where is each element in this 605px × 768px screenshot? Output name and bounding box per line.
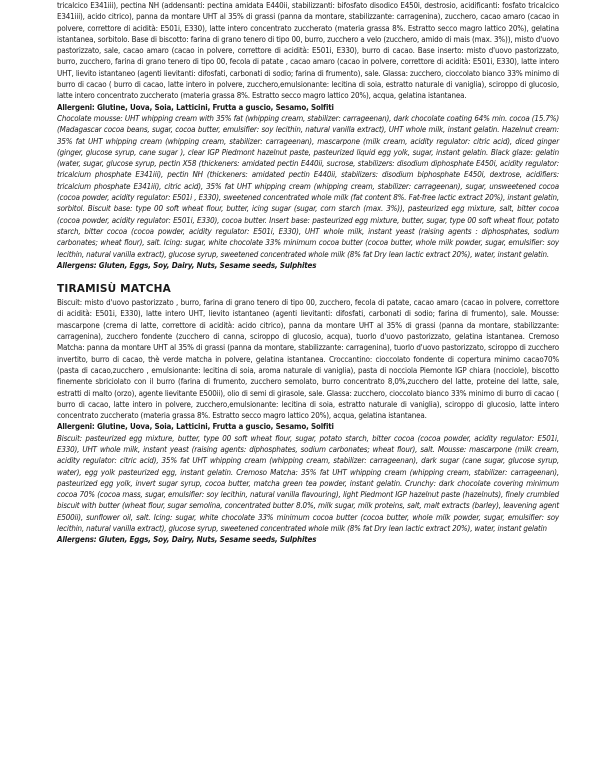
ingredients-italian: Biscuit: misto d'uovo pastorizzato , burro, farina di grano tenero di tipo 00, zucchero, fecola di patate, cacao amaro (cacao in polvere, correttore di acidità: E501i, E330), latte intero UHT, lievito istantaneo (agenti lievitanti: difosfati, carbonati di sodio; farina di frumento), sale. Mousse: mascarpone (crema di latte, correttore di acidità: acido citrico), panna da montare UHT al 35% di grassi (panna da montare, stabilizzante: carragenina), zucchero fondente (zucchero di canna, sciroppo di glucosio, acqua), tuorlo d'uovo pastorizzato, gelatina istantanea. Cremoso Matcha: panna da montare UHT al 35% di grassi (panna da montare, stabilizzante: carragenina), tuorlo d'uovo pastorizzato, sciroppo di zucchero invertito, burro di cacao, thè verde matcha in polvere, gelatina istantanea. Croccantino: cioccolato fondente di copertura minimo cacao70% (pasta di cacao,zucchero , emulsionante: lecitina di soia, aroma naturale di vaniglia), pasta di nocciola Piemonte IGP chiara (nocciole), biscotto finemente sbriciolato con il burro (farina di frumento, zucchero semolato, burro concentrato 8,0%,zucchero del latte, proteine del latte, sale, estratti di malto (orzo), agente lievitante E500ii), olio di semi di girasole, sale. Glassa: zucchero, cioccolato bianco 33% minimo di burro di cacao ( burro di cacao, latte intero in polvere, zucchero,emulsionante: lecitina di soia, estratto naturale di vaniglia), sciroppo di glucosio, latte intero concentrato zuccherato (materia grassa 8%. Estratto secco magro lattico 20%), acqua, gelatina istantanea. [57,298,559,421]
ingredients-page [57,0,559,546]
ingredients-english: Biscuit: pasteurized egg mixture, butter, type 00 soft wheat flour, sugar, potato starch, bitter cocoa (cocoa powder, acidity regulator: E501i, E330), UHT whole milk, instant yeast (raising agents: diphosphates, sodium carbonates; wheat flour), salt. Mousse: mascarpone (milk cream, acidity regulator: citric acid), 35% fat UHT whipping cream (whipping cream, stabilizer: carrageenan), dark sugar (cane sugar, glucose syrup, water), egg yolk pasteurized egg, instant gelatin. Cremoso Matcha: 35% fat UHT whipping cream (whipping cream, stabilizer: carrageenan), pasteurized egg yolk, invert sugar syrup, cocoa butter, matcha green tea powder, instant gelatin. Crunchy: dark chocolate covering minimum cocoa 70% (cocoa mass, sugar, emulsifier: soy lecithin, natural vanilla flavouring), light Piedmont IGP hazelnut paste (hazelnuts), finely crumbled biscuit with butter (wheat flour, sugar semolina, concentrated butter 8.0%, milk sugar, milk proteins, salt, malt extracts (barley), leavening agent E500ii), sunflower oil, salt. Icing: sugar, white chocolate 33% minimum cocoa butter (cocoa butter, whole milk powder, sugar, emulsifier: soy lecithin, natural vanilla extract), glucose syrup, sweetened concentrated whole milk (8% fat Dry lean lactic extract 20%), water, instant gelatin [57,433,559,534]
product-block-tiramisu-matcha [57,283,559,546]
allergens-italian: Allergeni: Glutine, Uova, Soia, Latticini, Frutta a guscio, Sesamo, Solfiti [57,422,334,432]
allergens-english: Allergens: Gluten, Eggs, Soy, Dairy, Nuts, Sesame seeds, Sulphites [57,260,317,270]
allergens-english: Allergens: Gluten, Eggs, Soy, Dairy, Nuts, Sesame seeds, Sulphites [57,535,317,545]
ingredients-english: Chocolate mousse: UHT whipping cream with 35% fat (whipping cream, stabilizer: carrageenan), dark chocolate coating 64% min. cocoa (15.7%) (Madagascar cocoa beans, sugar, cocoa butter, emulsifier: soy lecithin, natural vanilla extract), UHT whole milk, instant gelatin. Hazelnut cream: 35% fat UHT whipping cream (whipping cream, stabilizer: carrageenan), mascarpone (milk cream, acidity regulator: citric acid), diced ginger (ginger, glucose syrup, cane sugar ), clear IGP Piedmont hazelnut paste, pasteurized liquid egg yolk, sugar, instant gelatin. Black glaze: gelatin (water, sugar, glucose syrup, pectin X58 (thickeners: amidated pectin E440ii, sucrose, stabilizers: disodium diphosphate E450i, acidity regulator: tricalcium phosphate E341iii), pectin NH (thickeners: amidated pectin E440ii, stabilizers: disodium biphosphate E450i, dextrose, acidifiers: tricalcium phosphate E341iii), citric acid), 35% fat UHT whipping cream (whipping cream, stabilizer: carrageenan), sugar, unsweetened cocoa (cocoa powder, acidity regulator: E501i , E330), sweetened concentrated whole milk (fat content 8%. Fat-free lactic extract 20%), instant gelatin, sorbitol. Biscuit base: type 00 soft wheat flour, butter, icing sugar (sugar, corn starch (max. 3%)), pasteurized egg mixture, salt, bitter cocoa (cocoa powder, acidity regulator: E501i, E330), cocoa butter. Insert base: pasteurized egg mixture, butter, sugar, type 00 soft wheat flour, potato starch, bitter cocoa (cocoa powder, acidity regulator: E501i, E330), UHT whole milk, instant yeast (raising agents : diphosphates, sodium carbonates; wheat flour), salt. Icing: sugar, white chocolate 33% minimum cocoa butter (cocoa butter, whole milk powder, sugar, emulsifier: soy lecithin, natural vanilla extract), glucose syrup, sweetened concentrated whole milk (8% fat Dry lean lactic extract 20%), water, instant gelatin. [57,113,559,259]
product-title: TIRAMISÙ MATCHA [57,283,171,296]
section-spacer [57,271,559,277]
product-block-previous [57,0,559,271]
allergens-italian: Allergeni: Glutine, Uova, Soia, Latticini, Frutta a guscio, Sesamo, Solfiti [57,102,334,112]
ingredients-italian: tricalcico E341iii), pectina NH (addensanti: pectina amidata E440ii, stabilizzanti: bifosfato disodico E450i, destrosio, acidificanti: fosfato tricalcico E341iii), acido citrico), panna da montare UHT al 35% di grassi (panna da montare, stabilizzante: carragenina), zucchero, cacao amaro (cacao in polvere, correttore di acidità: E501i, E330), latte intero concentrato zuccherato (materia grassa 8%. Estratto secco magro lattico 20%), gelatina istantanea, sorbitolo. Base di biscotto: farina di grano tenero di tipo 00, burro, zucchero a velo (zucchero, amido di mais (max. 3%)), misto d'uovo pastorizzato, sale, cacao amaro (cacao in polvere, correttore di acidità: E501i, E330), burro di cacao. Base inserto: misto d'uovo pastorizzato, burro, zucchero, farina di grano tenero di tipo 00, fecola di patate , cacao amaro (cacao in polvere, correttore di acidità: E501i, E330), latte intero UHT, lievito istantaneo (agenti lievitanti: difosfati, carbonati di sodio; farina di frumento), sale. Glassa: zucchero, cioccolato bianco 33% minimo di burro di cacao ( burro di cacao, latte intero in polvere, zucchero,emulsionante: lecitina di soia, estratto naturale di vaniglia), sciroppo di glucosio, latte intero concentrato zuccherato (materia grassa 8%. Estratto secco magro lattico 20%), acqua, gelatina istantanea. [57,1,559,101]
